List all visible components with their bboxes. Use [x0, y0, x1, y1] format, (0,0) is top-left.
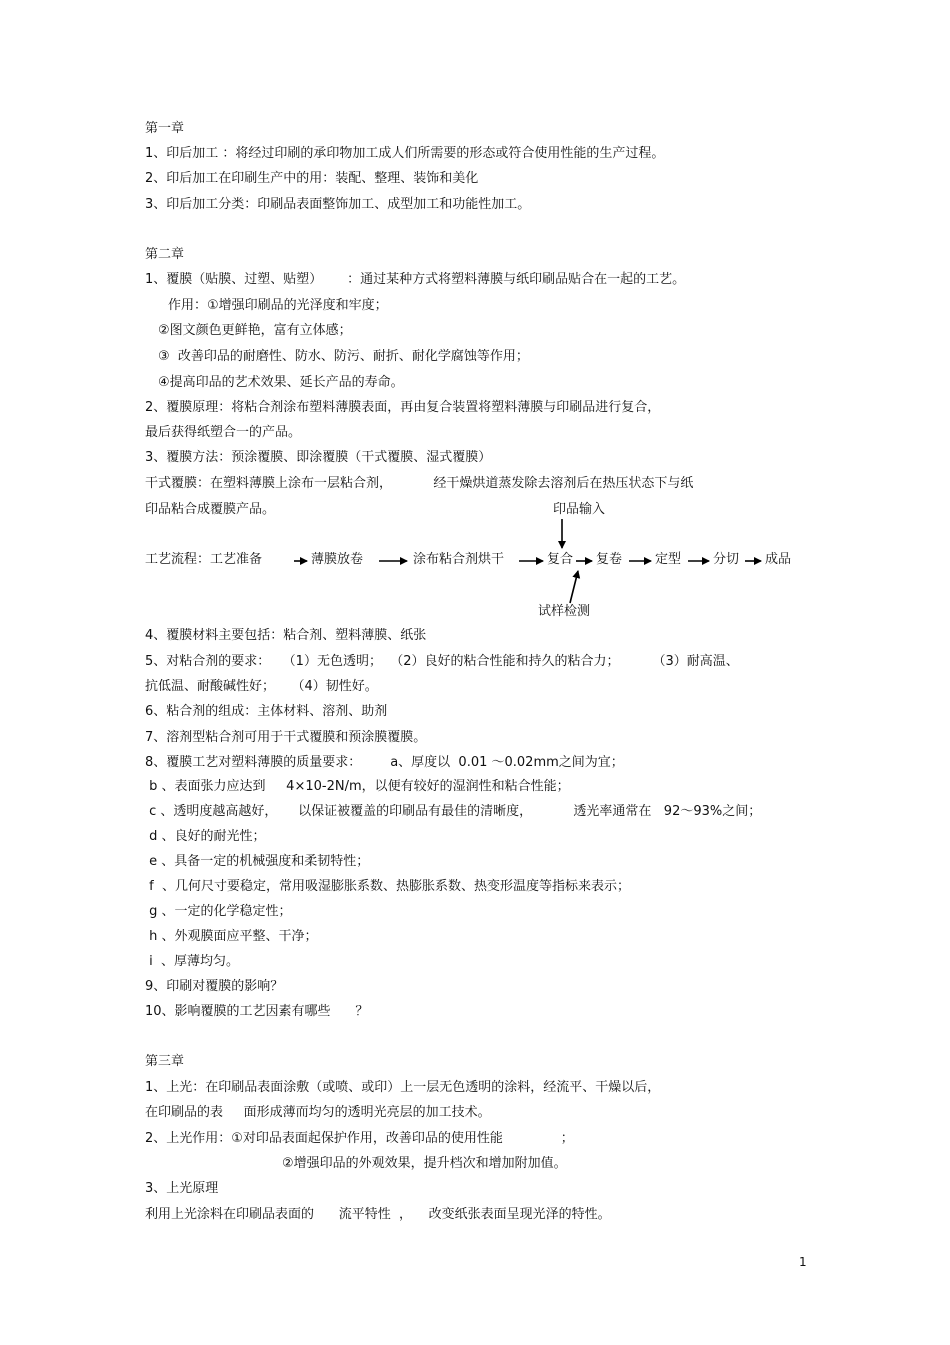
ch2-line-1: 1、覆膜（贴膜、过塑、贴塑） ：通过某种方式将塑料薄膜与纸印刷品贴合在一起的工艺。 [145, 272, 686, 287]
ch2-item-e: e 、具备一定的机械强度和柔韧特性； [145, 854, 370, 869]
ch2-effect-3: ③ 改善印品的耐磨性、防水、防污、耐折、耐化学腐蚀等作用； [158, 349, 529, 364]
flow-step-coating-drying: 涂布粘合剂烘干 [413, 552, 505, 567]
flow-step-film-unwind: 薄膜放卷 [311, 552, 364, 567]
chapter-2-title: 第二章 [145, 247, 185, 262]
chapter-3-title: 第三章 [145, 1054, 185, 1069]
ch2-effect-4: ④提高印品的艺术效果、延长产品的寿命。 [158, 375, 404, 390]
ch1-line-2: 2、印后加工在印刷生产中的用：装配、整理、装饰和美化 [145, 171, 479, 186]
ch2-line-3: 3、覆膜方法：预涂覆膜、即涂覆膜（干式覆膜、湿式覆膜） [145, 450, 492, 465]
ch2-line-10: 10、影响覆膜的工艺因素有哪些 ？ [145, 1004, 369, 1019]
flow-step-slitting: 分切 [713, 552, 740, 567]
ch2-item-i: i 、厚薄均匀。 [145, 954, 240, 969]
flow-input-label: 印品输入 [553, 502, 606, 517]
page-number: 1 [799, 1255, 807, 1269]
chapter-1-title: 第一章 [145, 121, 185, 136]
ch2-item-g: g 、一定的化学稳定性； [145, 904, 292, 919]
ch3-line-1a: 1、上光：在印刷品表面涂敷（或喷、或印）上一层无色透明的涂料，经流平、干燥以后， [145, 1080, 661, 1095]
dry-lamination-b: 印品粘合成覆膜产品。 [145, 502, 276, 517]
ch3-line-3b: 利用上光涂料在印刷品表面的 流平特性 ， 改变纸张表面呈现光泽的特性。 [145, 1207, 611, 1222]
ch2-line-7: 7、溶剂型粘合剂可用于干式覆膜和预涂膜覆膜。 [145, 730, 427, 745]
ch3-line-2a: 2、上光作用：①对印品表面起保护作用，改善印品的使用性能 ； [145, 1131, 574, 1146]
flow-step-product: 成品 [765, 552, 792, 567]
ch2-line-9: 9、印刷对覆膜的影响？ [145, 979, 284, 994]
ch2-item-b: b 、表面张力应达到 4×10-2N/m，以便有较好的湿润性和粘合性能； [145, 779, 570, 794]
ch2-item-h: h 、外观膜面应平整、干净； [145, 929, 318, 944]
ch2-effect-2: ②图文颜色更鲜艳，富有立体感； [158, 323, 352, 338]
ch2-item-c: c 、透明度越高越好， 以保证被覆盖的印刷品有最佳的清晰度， 透光率通常在 92～93%之间； [145, 804, 762, 819]
ch2-line-6: 6、粘合剂的组成：主体材料、溶剂、助剂 [145, 704, 388, 719]
ch1-line-3: 3、印后加工分类：印刷品表面整饰加工、成型加工和功能性加工。 [145, 197, 531, 212]
ch2-line-5a: 5、对粘合剂的要求： （1）无色透明； （2）良好的粘合性能和持久的粘合力； （3）耐高温、 [145, 654, 739, 669]
ch3-line-3: 3、上光原理 [145, 1181, 219, 1196]
flow-check-label: 试样检测 [538, 604, 591, 619]
ch2-item-f: f 、几何尺寸要稳定，常用吸湿膨胀系数、热膨胀系数、热变形温度等指标来表示； [145, 879, 630, 894]
flow-step-rewinding: 复卷 [596, 552, 623, 567]
flow-step-laminating: 复合 [547, 552, 574, 567]
ch2-line-2b: 最后获得纸塑合一的产品。 [145, 425, 302, 440]
ch2-line-8: 8、覆膜工艺对塑料薄膜的质量要求： a、厚度以 0.01 ～0.02mm之间为宜； [145, 755, 624, 770]
ch3-line-1b: 在印刷品的表 面形成薄而均匀的透明光亮层的加工技术。 [145, 1105, 491, 1120]
ch2-item-d: d 、良好的耐光性； [145, 829, 266, 844]
flow-step-setting: 定型 [655, 552, 682, 567]
ch2-line-5b: 抗低温、耐酸碱性好； （4）韧性好。 [145, 679, 378, 694]
dry-lamination-a: 干式覆膜：在塑料薄膜上涂布一层粘合剂， 经干燥烘道蒸发除去溶剂后在热压状态下与纸 [145, 476, 694, 491]
ch3-line-2b: ②增强印品的外观效果，提升档次和增加附加值。 [282, 1156, 567, 1171]
ch2-effect-1: 作用：①增强印刷品的光泽度和牢度； [168, 298, 388, 313]
ch2-line-2a: 2、覆膜原理：将粘合剂涂布塑料薄膜表面，再由复合装置将塑料薄膜与印刷品进行复合， [145, 400, 661, 415]
flow-arrow-check [570, 571, 578, 603]
ch1-line-1: 1、印后加工 ：将经过印刷的承印物加工成人们所需要的形态或符合使用性能的生产过程。 [145, 146, 665, 161]
ch2-line-4: 4、覆膜材料主要包括：粘合剂、塑料薄膜、纸张 [145, 628, 427, 643]
flow-label: 工艺流程：工艺准备 [145, 552, 263, 567]
